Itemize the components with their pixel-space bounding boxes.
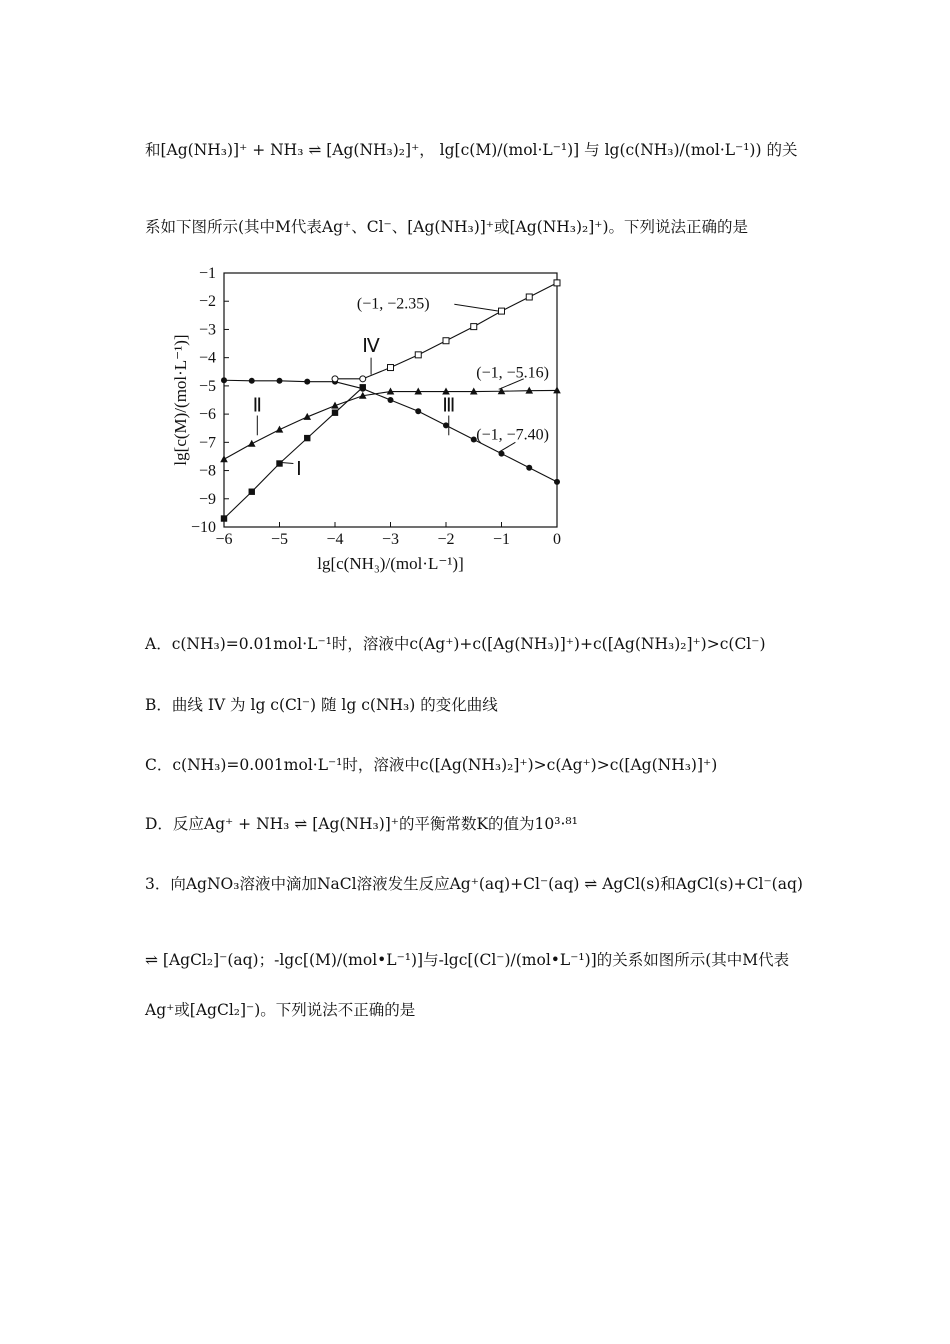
option-c: C．c(NH₃)=0.001mol·L⁻¹时，溶液中c([Ag(NH₃)₂]⁺)>c(Ag⁺)>c([Ag(NH₃)]⁺) (145, 756, 718, 774)
x-axis-label: lg[c(NH₃)/(mol·L⁻¹)] (317, 554, 464, 573)
y-tick-label: −8 (198, 462, 216, 480)
data-point-series-3 (360, 386, 366, 392)
y-tick-label: −6 (198, 406, 216, 424)
y-axis-label: lg[c(M)/(mol·L⁻¹)] (171, 334, 190, 466)
data-point-series-4 (526, 294, 532, 300)
data-point-series-4 (332, 376, 338, 382)
data-point-series-2 (220, 455, 228, 462)
y-tick-label: −3 (198, 321, 216, 339)
intro-line-2: 系如下图所示(其中M代表Ag⁺、Cl⁻、[Ag(NH₃)]⁺或[Ag(NH₃)₂]⁺)。下列说法正确的是 (145, 218, 749, 236)
data-point-series-4 (443, 338, 449, 344)
y-tick-label: −7 (198, 434, 216, 452)
data-point-series-4 (499, 308, 505, 314)
curve-label-ii: Ⅱ (252, 395, 262, 417)
x-tick-label: −1 (492, 531, 511, 548)
x-tick-label: −3 (381, 531, 400, 548)
data-point-series-4 (360, 376, 366, 382)
annotation-point-iii: (−1, −7.40) (476, 426, 549, 444)
data-point-series-3 (304, 379, 310, 385)
y-tick-label: −1 (198, 265, 216, 282)
question3-line-1: 3．向AgNO₃溶液中滴加NaCl溶液发生反应Ag⁺(aq)+Cl⁻(aq) ⇌ AgCl(s)和AgCl(s)+Cl⁻(aq) (145, 875, 803, 893)
annotation-arrow-iv (454, 304, 498, 311)
y-tick-label: −9 (198, 490, 216, 508)
curve-label-iv: Ⅳ (362, 336, 380, 358)
data-point-series-1 (276, 460, 282, 466)
data-point-series-2 (248, 440, 256, 447)
data-point-series-1 (304, 435, 310, 441)
x-tick-label: 0 (553, 531, 561, 548)
x-tick-label: −5 (270, 531, 289, 548)
question3-line-2: ⇌ [AgCl₂]⁻(aq)；-lgc[(M)/(mol•L⁻¹)]与-lgc[(Cl⁻)/(mol•L⁻¹)]的关系如图所示(其中M代表 (145, 951, 790, 969)
data-point-series-4 (415, 352, 421, 358)
y-tick-label: −10 (190, 519, 216, 536)
option-d: D．反应Ag⁺ + NH₃ ⇌ [Ag(NH₃)]⁺的平衡常数K的值为10³·⁸¹ (145, 815, 578, 833)
data-point-series-3 (415, 408, 421, 414)
data-point-series-4 (471, 324, 477, 330)
series-line-1 (224, 387, 363, 518)
data-point-series-3 (249, 378, 255, 384)
annotation-point-ii: (−1, −5.16) (476, 364, 549, 382)
data-point-series-1 (221, 515, 227, 521)
x-tick-label: −6 (215, 531, 233, 548)
data-point-series-3 (554, 479, 560, 485)
data-point-series-4 (554, 280, 560, 286)
x-tick-label: −4 (326, 531, 344, 548)
option-a: A．c(NH₃)=0.01mol·L⁻¹时，溶液中c(Ag⁺)+c([Ag(NH₃)]⁺)+c([Ag(NH₃)₂]⁺)>c(Cl⁻) (145, 635, 766, 653)
option-b: B．曲线 IV 为 lg c(Cl⁻) 随 lg c(NH₃) 的变化曲线 (145, 696, 498, 714)
question3-line-3: Ag⁺或[AgCl₂]⁻)。下列说法不正确的是 (145, 1001, 416, 1019)
data-point-series-3 (277, 378, 283, 384)
y-tick-label: −5 (198, 377, 216, 395)
data-point-series-4 (388, 365, 394, 371)
data-point-series-3 (221, 377, 227, 383)
data-point-series-3 (526, 465, 532, 471)
curve-label-i: Ⅰ (296, 459, 302, 481)
data-point-series-3 (443, 422, 449, 428)
data-point-series-1 (249, 489, 255, 495)
curve-label-iii: Ⅲ (442, 395, 456, 417)
data-point-series-2 (276, 426, 284, 433)
data-point-series-1 (332, 410, 338, 416)
data-point-series-3 (388, 397, 394, 403)
intro-line-1: 和[Ag(NH₃)]⁺ + NH₃ ⇌ [Ag(NH₃)₂]⁺， lg[c(M)/(mol·L⁻¹)] 与 lg(c(NH₃)/(mol·L⁻¹)) 的关 (145, 141, 798, 159)
y-tick-label: −4 (198, 349, 216, 367)
annotation-arrow-iii (499, 442, 516, 452)
equilibrium-chart (160, 258, 580, 588)
y-tick-label: −2 (198, 293, 216, 311)
x-tick-label: −2 (437, 531, 455, 548)
annotation-point-iv: (−1, −2.35) (356, 295, 430, 313)
